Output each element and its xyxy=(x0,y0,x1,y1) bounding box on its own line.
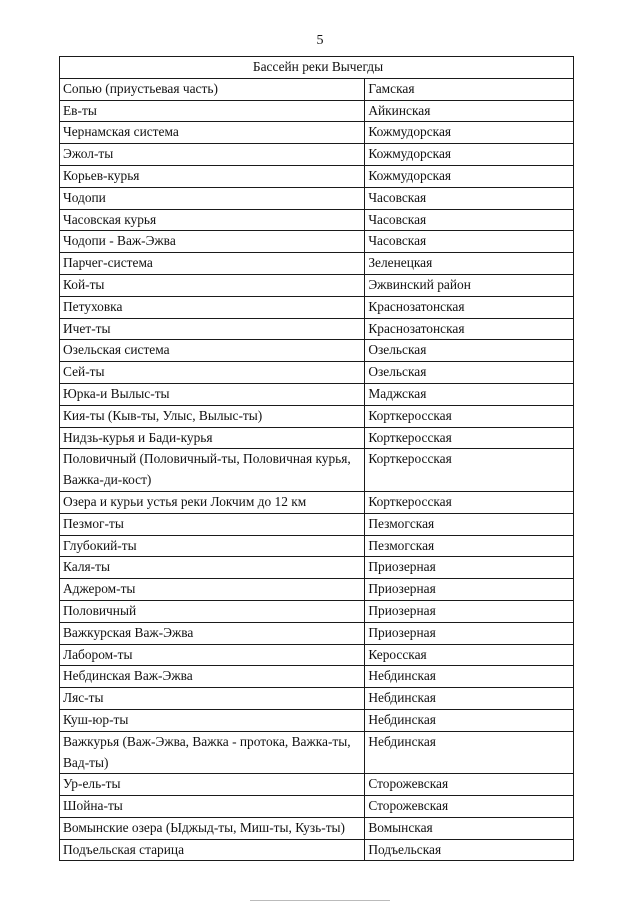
table-row xyxy=(60,709,574,731)
district-name: Пезмогская xyxy=(365,513,574,535)
table-row xyxy=(60,340,574,362)
water-body-name: Чернамская система xyxy=(60,122,365,144)
table-row xyxy=(60,78,574,100)
district-name: Корткеросская xyxy=(365,405,574,427)
district-name: Небдинская xyxy=(365,731,574,774)
water-body-name: Озера и курьи устья реки Локчим до 12 км xyxy=(60,491,365,513)
district-name: Эжвинский район xyxy=(365,274,574,296)
table-row xyxy=(60,122,574,144)
table-row xyxy=(60,427,574,449)
district-name: Маджская xyxy=(365,383,574,405)
district-name: Кожмудорская xyxy=(365,165,574,187)
water-body-name: Кой-ты xyxy=(60,274,365,296)
district-name: Небдинская xyxy=(365,688,574,710)
water-body-name: Шойна-ты xyxy=(60,796,365,818)
table-row xyxy=(60,405,574,427)
table-row xyxy=(60,296,574,318)
water-body-name: Вомынские озера (Ыджыд-ты, Миш-ты, Кузь-ты) xyxy=(60,817,365,839)
district-name: Озельская xyxy=(365,340,574,362)
district-name: Небдинская xyxy=(365,666,574,688)
basin-heading: Бассейн реки Вычегды xyxy=(60,57,574,79)
table-row xyxy=(60,231,574,253)
table-heading-row xyxy=(60,57,574,79)
district-name: Айкинская xyxy=(365,100,574,122)
table-row xyxy=(60,557,574,579)
district-name: Гамская xyxy=(365,78,574,100)
water-body-name: Ляс-ты xyxy=(60,688,365,710)
table-row xyxy=(60,491,574,513)
district-name: Приозерная xyxy=(365,600,574,622)
water-body-name: Озельская система xyxy=(60,340,365,362)
water-body-name: Сей-ты xyxy=(60,362,365,384)
water-body-name: Каля-ты xyxy=(60,557,365,579)
district-name: Корткеросская xyxy=(365,449,574,492)
water-body-name: Важкурья (Важ-Эжва, Важка - протока, Важка-ты, Вад-ты) xyxy=(60,731,365,774)
table-row xyxy=(60,362,574,384)
water-body-name: Половичный xyxy=(60,600,365,622)
district-name: Приозерная xyxy=(365,622,574,644)
district-name: Краснозатонская xyxy=(365,296,574,318)
water-body-name: Важкурская Важ-Эжва xyxy=(60,622,365,644)
water-body-name: Ев-ты xyxy=(60,100,365,122)
district-name: Краснозатонская xyxy=(365,318,574,340)
table-row xyxy=(60,600,574,622)
district-name: Пезмогская xyxy=(365,535,574,557)
page-number: 5 xyxy=(316,33,324,48)
district-name: Часовская xyxy=(365,187,574,209)
district-name: Приозерная xyxy=(365,579,574,601)
table-row xyxy=(60,666,574,688)
water-body-name: Небдинская Важ-Эжва xyxy=(60,666,365,688)
water-body-name: Аджером-ты xyxy=(60,579,365,601)
district-name: Приозерная xyxy=(365,557,574,579)
water-body-name: Эжол-ты xyxy=(60,144,365,166)
water-body-name: Ур-ель-ты xyxy=(60,774,365,796)
table-row xyxy=(60,165,574,187)
water-bodies-table xyxy=(59,56,574,861)
table-row xyxy=(60,449,574,492)
water-body-name: Лабором-ты xyxy=(60,644,365,666)
table-row xyxy=(60,100,574,122)
table-row xyxy=(60,796,574,818)
water-body-name: Корьев-курья xyxy=(60,165,365,187)
table-row xyxy=(60,688,574,710)
district-name: Кожмудорская xyxy=(365,144,574,166)
water-body-name: Кия-ты (Кыв-ты, Улыс, Вылыс-ты) xyxy=(60,405,365,427)
water-body-name: Ичет-ты xyxy=(60,318,365,340)
table-row xyxy=(60,187,574,209)
district-name: Кожмудорская xyxy=(365,122,574,144)
water-body-name: Нидзь-курья и Бади-курья xyxy=(60,427,365,449)
water-body-name: Пезмог-ты xyxy=(60,513,365,535)
water-body-name: Чодопи xyxy=(60,187,365,209)
table-row xyxy=(60,622,574,644)
table-row xyxy=(60,274,574,296)
water-body-name: Парчег-система xyxy=(60,253,365,275)
table-row xyxy=(60,209,574,231)
table-row xyxy=(60,774,574,796)
table-row xyxy=(60,318,574,340)
table-row xyxy=(60,535,574,557)
district-name: Небдинская xyxy=(365,709,574,731)
table-row xyxy=(60,253,574,275)
table-row xyxy=(60,513,574,535)
district-name: Корткеросская xyxy=(365,491,574,513)
district-name: Часовская xyxy=(365,231,574,253)
district-name: Часовская xyxy=(365,209,574,231)
table-row xyxy=(60,731,574,774)
district-name: Керосская xyxy=(365,644,574,666)
district-name: Зеленецкая xyxy=(365,253,574,275)
district-name: Сторожевская xyxy=(365,796,574,818)
table-row xyxy=(60,644,574,666)
water-body-name: Подъельская старица xyxy=(60,839,365,861)
table-row xyxy=(60,144,574,166)
water-body-name: Петуховка xyxy=(60,296,365,318)
district-name: Корткеросская xyxy=(365,427,574,449)
district-name: Сторожевская xyxy=(365,774,574,796)
water-body-name: Сопью (приустьевая часть) xyxy=(60,78,365,100)
water-body-name: Чодопи - Важ-Эжва xyxy=(60,231,365,253)
district-name: Подъельская xyxy=(365,839,574,861)
bottom-divider xyxy=(250,900,390,901)
district-name: Озельская xyxy=(365,362,574,384)
water-body-name: Половичный (Половичный-ты, Половичная курья, Важка-ди-кост) xyxy=(60,449,365,492)
water-body-name: Юрка-и Вылыс-ты xyxy=(60,383,365,405)
water-body-name: Куш-юр-ты xyxy=(60,709,365,731)
district-name: Вомынская xyxy=(365,817,574,839)
water-body-name: Глубокий-ты xyxy=(60,535,365,557)
water-body-name: Часовская курья xyxy=(60,209,365,231)
table-row xyxy=(60,839,574,861)
table-row xyxy=(60,579,574,601)
table-row xyxy=(60,383,574,405)
table-row xyxy=(60,817,574,839)
